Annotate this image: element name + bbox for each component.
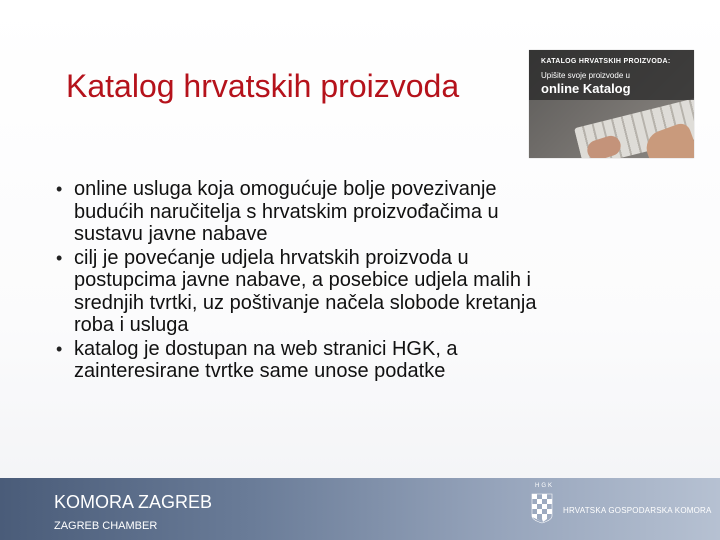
bullet-line: budućih naručitelja s hrvatskim proizvođačima u [74,200,499,223]
thumbnail-subheading: Upišite svoje proizvode u [541,71,630,80]
footer-org-subtitle: ZAGREB CHAMBER [54,520,158,532]
bullet-line: sustavu javne nabave [74,223,268,245]
hgk-logo-letters: HGK [535,483,555,489]
hgk-logo-name: HRVATSKA GOSPODARSKA KOMORA [563,506,712,515]
bullet-line: postupcima javne nabave, a posebice udjela malih i [74,269,531,291]
bullet-item [50,338,660,383]
bullet-line: roba i usluga [74,314,189,336]
bullet-line: cilj je povećanje udjela hrvatskih proizvoda u [74,246,469,269]
bullet-item [50,247,660,337]
bullet-icon: • [56,338,63,359]
thumbnail-emphasis: online Katalog [541,81,631,96]
thumbnail-heading: KATALOG HRVATSKIH PROIZVODA: [541,58,671,65]
slide-title: Katalog hrvatskih proizvoda [66,68,460,104]
bullet-line: online usluga koja omogućuje bolje povezivanje [74,178,497,200]
katalog-thumbnail-image [529,50,694,158]
bullet-item [50,178,660,246]
bullet-icon: • [56,247,63,268]
footer-bar [0,478,720,540]
bullet-icon: • [56,179,63,199]
bullet-line: srednjih tvrtki, uz poštivanje načela slobode kretanja [74,291,537,314]
bullet-line: zainteresirane tvrtke same unose podatke [74,360,446,382]
footer-org-name: KOMORA ZAGREB [54,492,213,512]
bullet-list [50,178,660,384]
bullet-line: katalog je dostupan na web stranici HGK, a [74,337,458,360]
croatian-checkerboard-logo-icon [530,492,556,524]
